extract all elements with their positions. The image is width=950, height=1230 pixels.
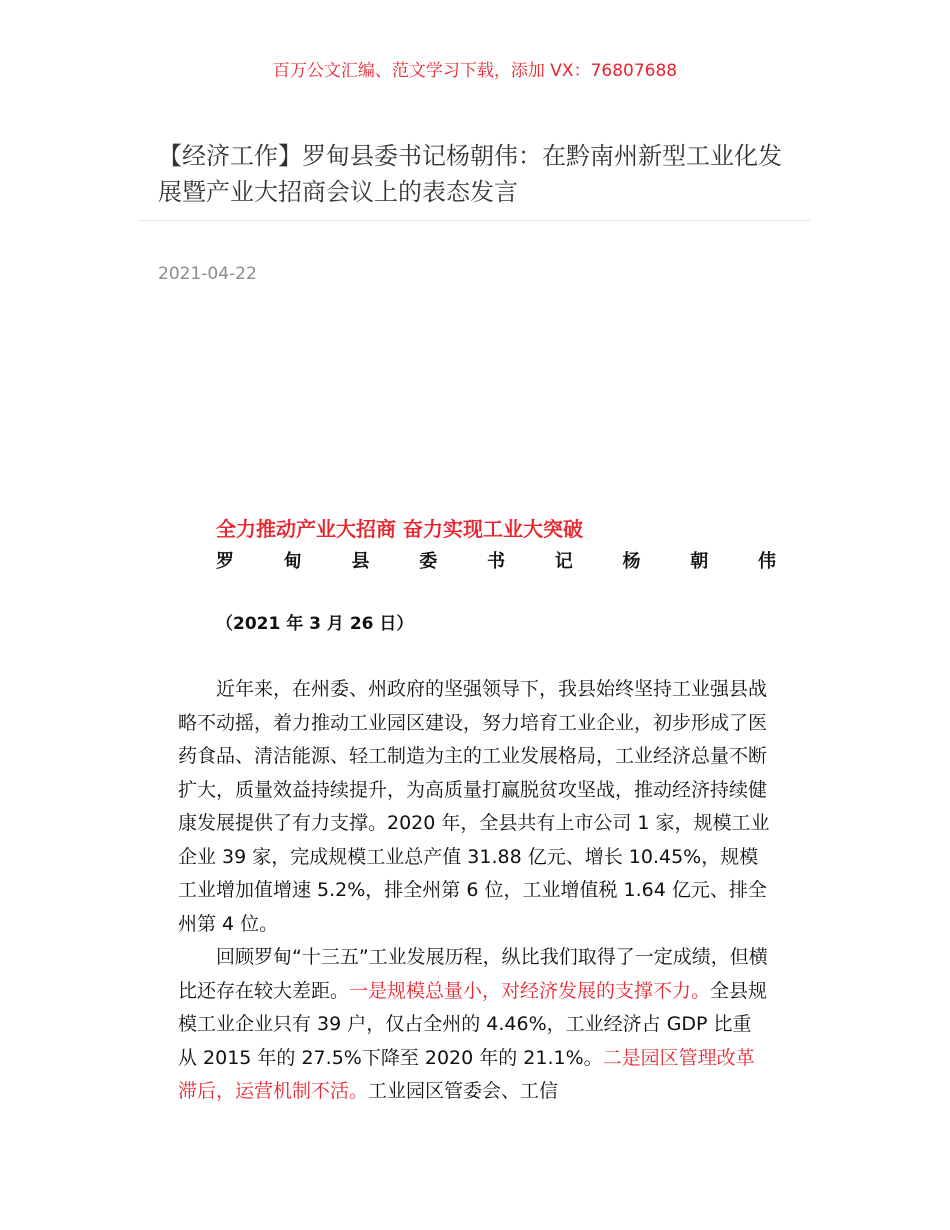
watermark-banner: 百万公文汇编、范文学习下载，添加 VX：76807688 (272, 61, 678, 81)
speaker-char: 甸 (283, 551, 302, 572)
speaker-char: 杨 (622, 551, 641, 572)
point-2-heading: 二是园区管理改革滞后，运营机制不活。 (178, 1046, 755, 1102)
point-1-heading: 一是规模总量小，对经济发展的支撑不力。 (349, 979, 711, 1002)
paragraph-2-intro: 回顾罗甸“十三五”工业发展历程，纵比我们取得了一定成绩，但横比还存在较大差距。 (178, 946, 768, 1002)
speech-body (178, 673, 770, 1109)
speaker-line (216, 547, 776, 573)
point-1-detail: 全县规模工业企业只有 39 户，仅占全州的 4.46%，工业经济占 GDP 比重从 2015 年的 27.5%下降至 2020 年的 21.1%。 (178, 979, 768, 1069)
speaker-char: 朝 (690, 551, 709, 572)
publish-date: 2021-04-22 (158, 264, 257, 284)
speaker-char: 记 (554, 551, 573, 572)
speaker-char: 委 (419, 551, 438, 572)
speech-date: （2021 年 3 月 26 日） (216, 614, 414, 634)
paragraph-2 (178, 941, 770, 1109)
point-2-detail: 工业园区管委会、工信 (368, 1080, 559, 1102)
title-divider (140, 220, 810, 221)
speaker-char: 伟 (758, 551, 776, 572)
speaker-char: 书 (487, 551, 505, 572)
speech-title: 全力推动产业大招商 奋力实现工业大突破 (216, 517, 583, 541)
article-title: 【经济工作】罗甸县委书记杨朝伟：在黔南州新型工业化发展暨产业大招商会议上的表态发言 (158, 142, 782, 206)
speaker-char: 县 (351, 551, 370, 572)
speaker-char: 罗 (216, 551, 234, 572)
paragraph-1: 近年来，在州委、州政府的坚强领导下，我县始终坚持工业强县战略不动摇，着力推动工业园区建设，努力培育工业企业，初步形成了医药食品、清洁能源、轻工制造为主的工业发展格局，工业经济总量不断扩大，质量效益持续提升，为高质量打赢脱贫攻坚战，推动经济持续健康发展提供了有力支撑。2020 年，全县共有上市公司 1 家，规模工业企业 39 家，完成规模工业总产值 31.88 亿元、增长 10.45%，规模工业增加值增速 5.2%，排全州第 6 位，工业增值税 1.64 亿元、排全州第 4 位。 (178, 678, 770, 935)
